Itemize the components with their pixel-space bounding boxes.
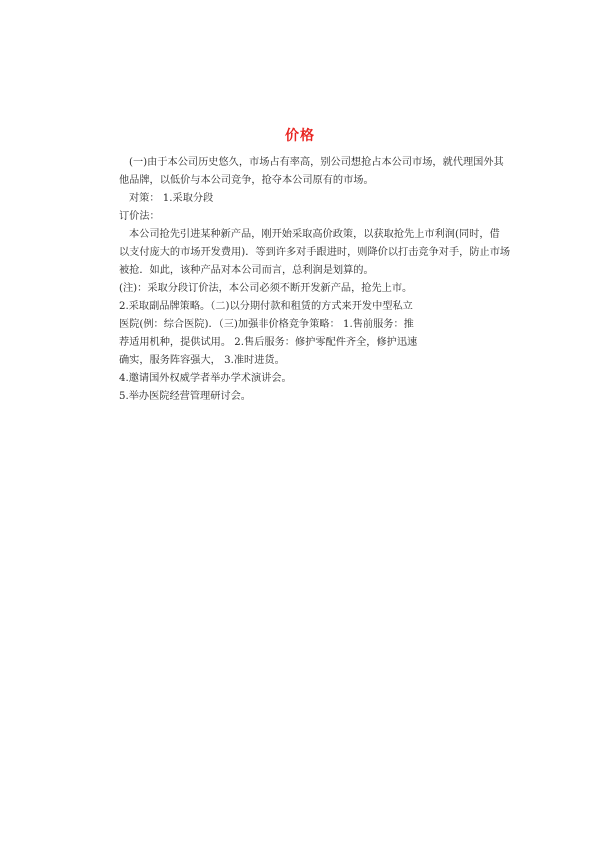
text-line: 荐适用机种，提供试用。 2.售后服务：修护零配件齐全，修护迅速 xyxy=(119,337,418,348)
text-line: (一)由于本公司历史悠久，市场占有率高，别公司想抢占本公司市场，就代理国外其 xyxy=(129,157,504,168)
text-line: 被抢．如此，该种产品对本公司而言，总利润是划算的。 xyxy=(119,265,374,276)
text-line: 他品牌，以低价与本公司竞争，抢夺本公司原有的市场。 xyxy=(119,175,374,186)
text-line: (注)：采取分段订价法，本公司必须不断开发新产品，抢先上市。 xyxy=(119,283,413,294)
text-line: 确实，服务阵容强大， 3.准时进货。 xyxy=(119,355,285,366)
text-line: 本公司抢先引进某种新产品，刚开始采取高价政策，以获取抢先上市利润(同时，借 xyxy=(129,229,500,240)
text-line: 以支付庞大的市场开发费用)．等到许多对手跟进时，则降价以打击竞争对手，防止市场 xyxy=(119,247,511,258)
page-title: 价格 xyxy=(285,128,315,144)
text-line: 医院(例：综合医院)．（三)加强非价格竞争策略： 1.售前服务：推 xyxy=(119,319,414,330)
document-body xyxy=(119,154,519,406)
text-line: 2.采取副品牌策略。（二)以分期付款和租赁的方式来开发中型私立 xyxy=(119,301,413,312)
text-line: 4.邀请国外权威学者举办学术演讲会。 xyxy=(119,373,292,384)
text-line: 订价法： xyxy=(119,211,160,222)
text-line: 5.举办医院经营管理研讨会。 xyxy=(119,391,251,402)
text-line: 对策： 1.采取分段 xyxy=(129,193,214,204)
